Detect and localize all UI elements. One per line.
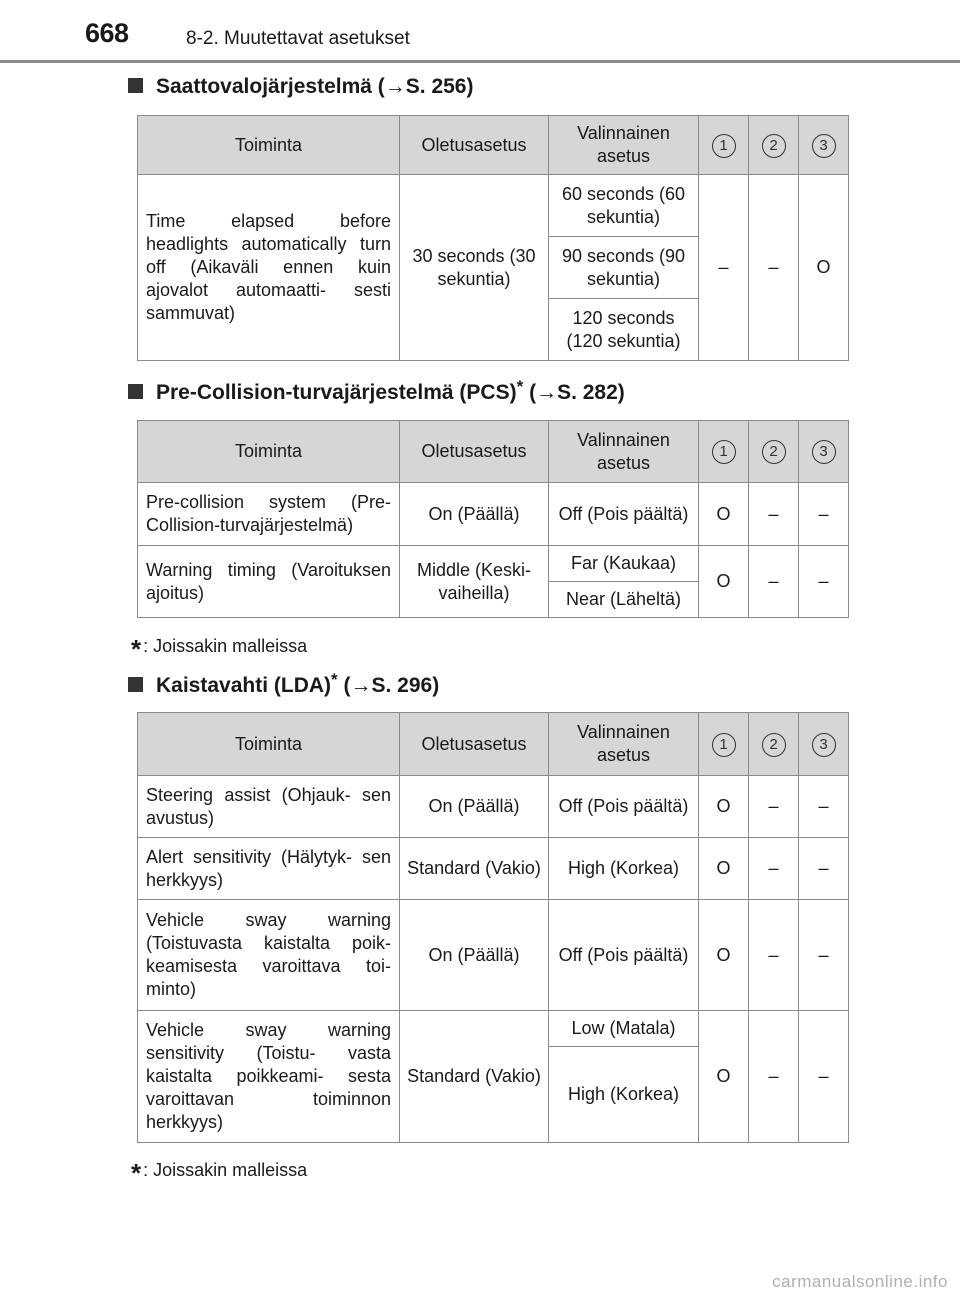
cell-function: Time elapsed before headlights automatically turn off (Aikaväli ennen kuin ajovalot automaatti- sesti sammuvat) (138, 175, 400, 361)
cell-default: On (Päällä) (400, 483, 549, 546)
heading-lda: Kaistavahti (LDA)* (→S. 296) (128, 670, 439, 698)
cell-default: On (Päällä) (400, 900, 549, 1011)
cell-setting-1: O (699, 546, 749, 618)
col-header-function: Toiminta (138, 116, 400, 175)
circled-2-icon: 2 (762, 440, 786, 464)
cell-option: Low (Matala) (549, 1011, 699, 1047)
arrow-icon: → (536, 381, 558, 404)
cell-default: On (Päällä) (400, 776, 549, 838)
cell-default: Middle (Keski- vaiheilla) (400, 546, 549, 618)
cell-setting-3: O (799, 175, 849, 361)
circled-3-icon: 3 (812, 134, 836, 158)
cell-option: 120 seconds (120 sekuntia) (549, 299, 699, 361)
cell-setting-1: O (699, 838, 749, 900)
cell-function: Vehicle sway warning sensitivity (Toistu- vasta kaistalta poikkeami- sesta varoittavan toiminnon herkkyys) (138, 1011, 400, 1143)
circled-1-icon: 1 (712, 440, 736, 464)
cell-setting-1: O (699, 900, 749, 1011)
cell-option: High (Korkea) (549, 838, 699, 900)
col-header-function: Toiminta (138, 713, 400, 776)
heading-title: Pre-Collision-turvajärjestelmä (PCS) (156, 381, 517, 404)
cell-option: Off (Pois päältä) (549, 776, 699, 838)
footnote-text: : Joissakin malleissa (143, 636, 308, 656)
cell-setting-2: – (749, 776, 799, 838)
cell-function: Pre-collision system (Pre- Collision-turvajärjestelmä) (138, 483, 400, 546)
table-header-row (138, 116, 849, 175)
cell-setting-3: – (799, 1011, 849, 1143)
asterisk-mark: * (516, 377, 524, 396)
lda-table (137, 712, 849, 1143)
cell-setting-3: – (799, 900, 849, 1011)
cell-default: Standard (Vakio) (400, 1011, 549, 1143)
col-header-function: Toiminta (138, 421, 400, 483)
table-row (138, 776, 849, 838)
footnote (131, 628, 308, 664)
escort-lights-table (137, 115, 849, 361)
cell-setting-1: O (699, 776, 749, 838)
cell-default: Standard (Vakio) (400, 838, 549, 900)
cell-option: 90 seconds (90 sekuntia) (549, 237, 699, 299)
pcs-table (137, 420, 849, 618)
footnote (131, 1152, 308, 1188)
heading-title: Saattovalojärjestelmä ( (156, 75, 385, 98)
cell-setting-3: – (799, 483, 849, 546)
watermark: carmanualsonline.info (772, 1272, 948, 1291)
cell-function: Warning timing (Varoituksen ajoitus) (138, 546, 400, 618)
circled-2-icon: 2 (762, 733, 786, 757)
bullet-square-icon (128, 677, 143, 692)
table-row (138, 483, 849, 546)
col-header-optional: Valinnainen asetus (549, 116, 699, 175)
section-header: 8-2. Muutettavat asetukset (186, 28, 410, 49)
cell-option: Off (Pois päältä) (549, 900, 699, 1011)
cell-setting-2: – (749, 483, 799, 546)
page-number: 668 (85, 18, 129, 48)
table-header-row (138, 421, 849, 483)
bullet-square-icon (128, 384, 143, 399)
table-row (138, 175, 849, 237)
table-row (138, 900, 849, 1011)
heading-pcs: Pre-Collision-turvajärjestelmä (PCS)* (→S. 282) (128, 377, 625, 405)
cell-setting-2: – (749, 546, 799, 618)
footnote-text: : Joissakin malleissa (143, 1160, 308, 1180)
asterisk-mark: * (131, 634, 142, 664)
col-header-default: Oletusasetus (400, 421, 549, 483)
col-header-default: Oletusasetus (400, 116, 549, 175)
cell-option: Far (Kaukaa) (549, 546, 699, 582)
cell-setting-1: O (699, 1011, 749, 1143)
cell-default: 30 seconds (30 sekuntia) (400, 175, 549, 361)
cell-setting-2: – (749, 838, 799, 900)
heading-title: Kaistavahti (LDA) (156, 674, 332, 697)
cell-function: Alert sensitivity (Hälytyk- sen herkkyys) (138, 838, 400, 900)
cell-option: Off (Pois päältä) (549, 483, 699, 546)
cell-setting-1: – (699, 175, 749, 361)
cell-option: 60 seconds (60 sekuntia) (549, 175, 699, 237)
cell-function: Steering assist (Ohjauk- sen avustus) (138, 776, 400, 838)
bullet-square-icon (128, 78, 143, 93)
circled-3-icon: 3 (812, 733, 836, 757)
arrow-icon: → (384, 75, 406, 98)
heading-ref-link[interactable]: S. 296) (371, 674, 440, 697)
cell-option: High (Korkea) (549, 1047, 699, 1143)
asterisk-mark: * (131, 1158, 142, 1188)
col-header-default: Oletusasetus (400, 713, 549, 776)
cell-function: Vehicle sway warning (Toistuvasta kaistalta poik- keamisesta varoittava toi- minto) (138, 900, 400, 1011)
heading-ref-link[interactable]: S. 282) (557, 381, 625, 404)
heading-escort-lights (128, 75, 473, 99)
circled-3-icon: 3 (812, 440, 836, 464)
cell-setting-3: – (799, 776, 849, 838)
table-row (138, 546, 849, 582)
cell-setting-2: – (749, 1011, 799, 1143)
asterisk-mark: * (331, 670, 338, 689)
table-row (138, 838, 849, 900)
col-header-optional: Valinnainen asetus (549, 713, 699, 776)
table-row (138, 1011, 849, 1047)
circled-1-icon: 1 (712, 733, 736, 757)
circled-2-icon: 2 (762, 134, 786, 158)
arrow-icon: → (350, 674, 372, 697)
heading-ref-link[interactable]: S. 256) (405, 75, 474, 98)
table-header-row (138, 713, 849, 776)
header-rule (0, 60, 960, 63)
circled-1-icon: 1 (712, 134, 736, 158)
cell-setting-3: – (799, 838, 849, 900)
cell-setting-3: – (799, 546, 849, 618)
col-header-optional: Valinnainen asetus (549, 421, 699, 483)
cell-setting-2: – (749, 175, 799, 361)
cell-setting-2: – (749, 900, 799, 1011)
cell-option: Near (Läheltä) (549, 582, 699, 618)
cell-setting-1: O (699, 483, 749, 546)
